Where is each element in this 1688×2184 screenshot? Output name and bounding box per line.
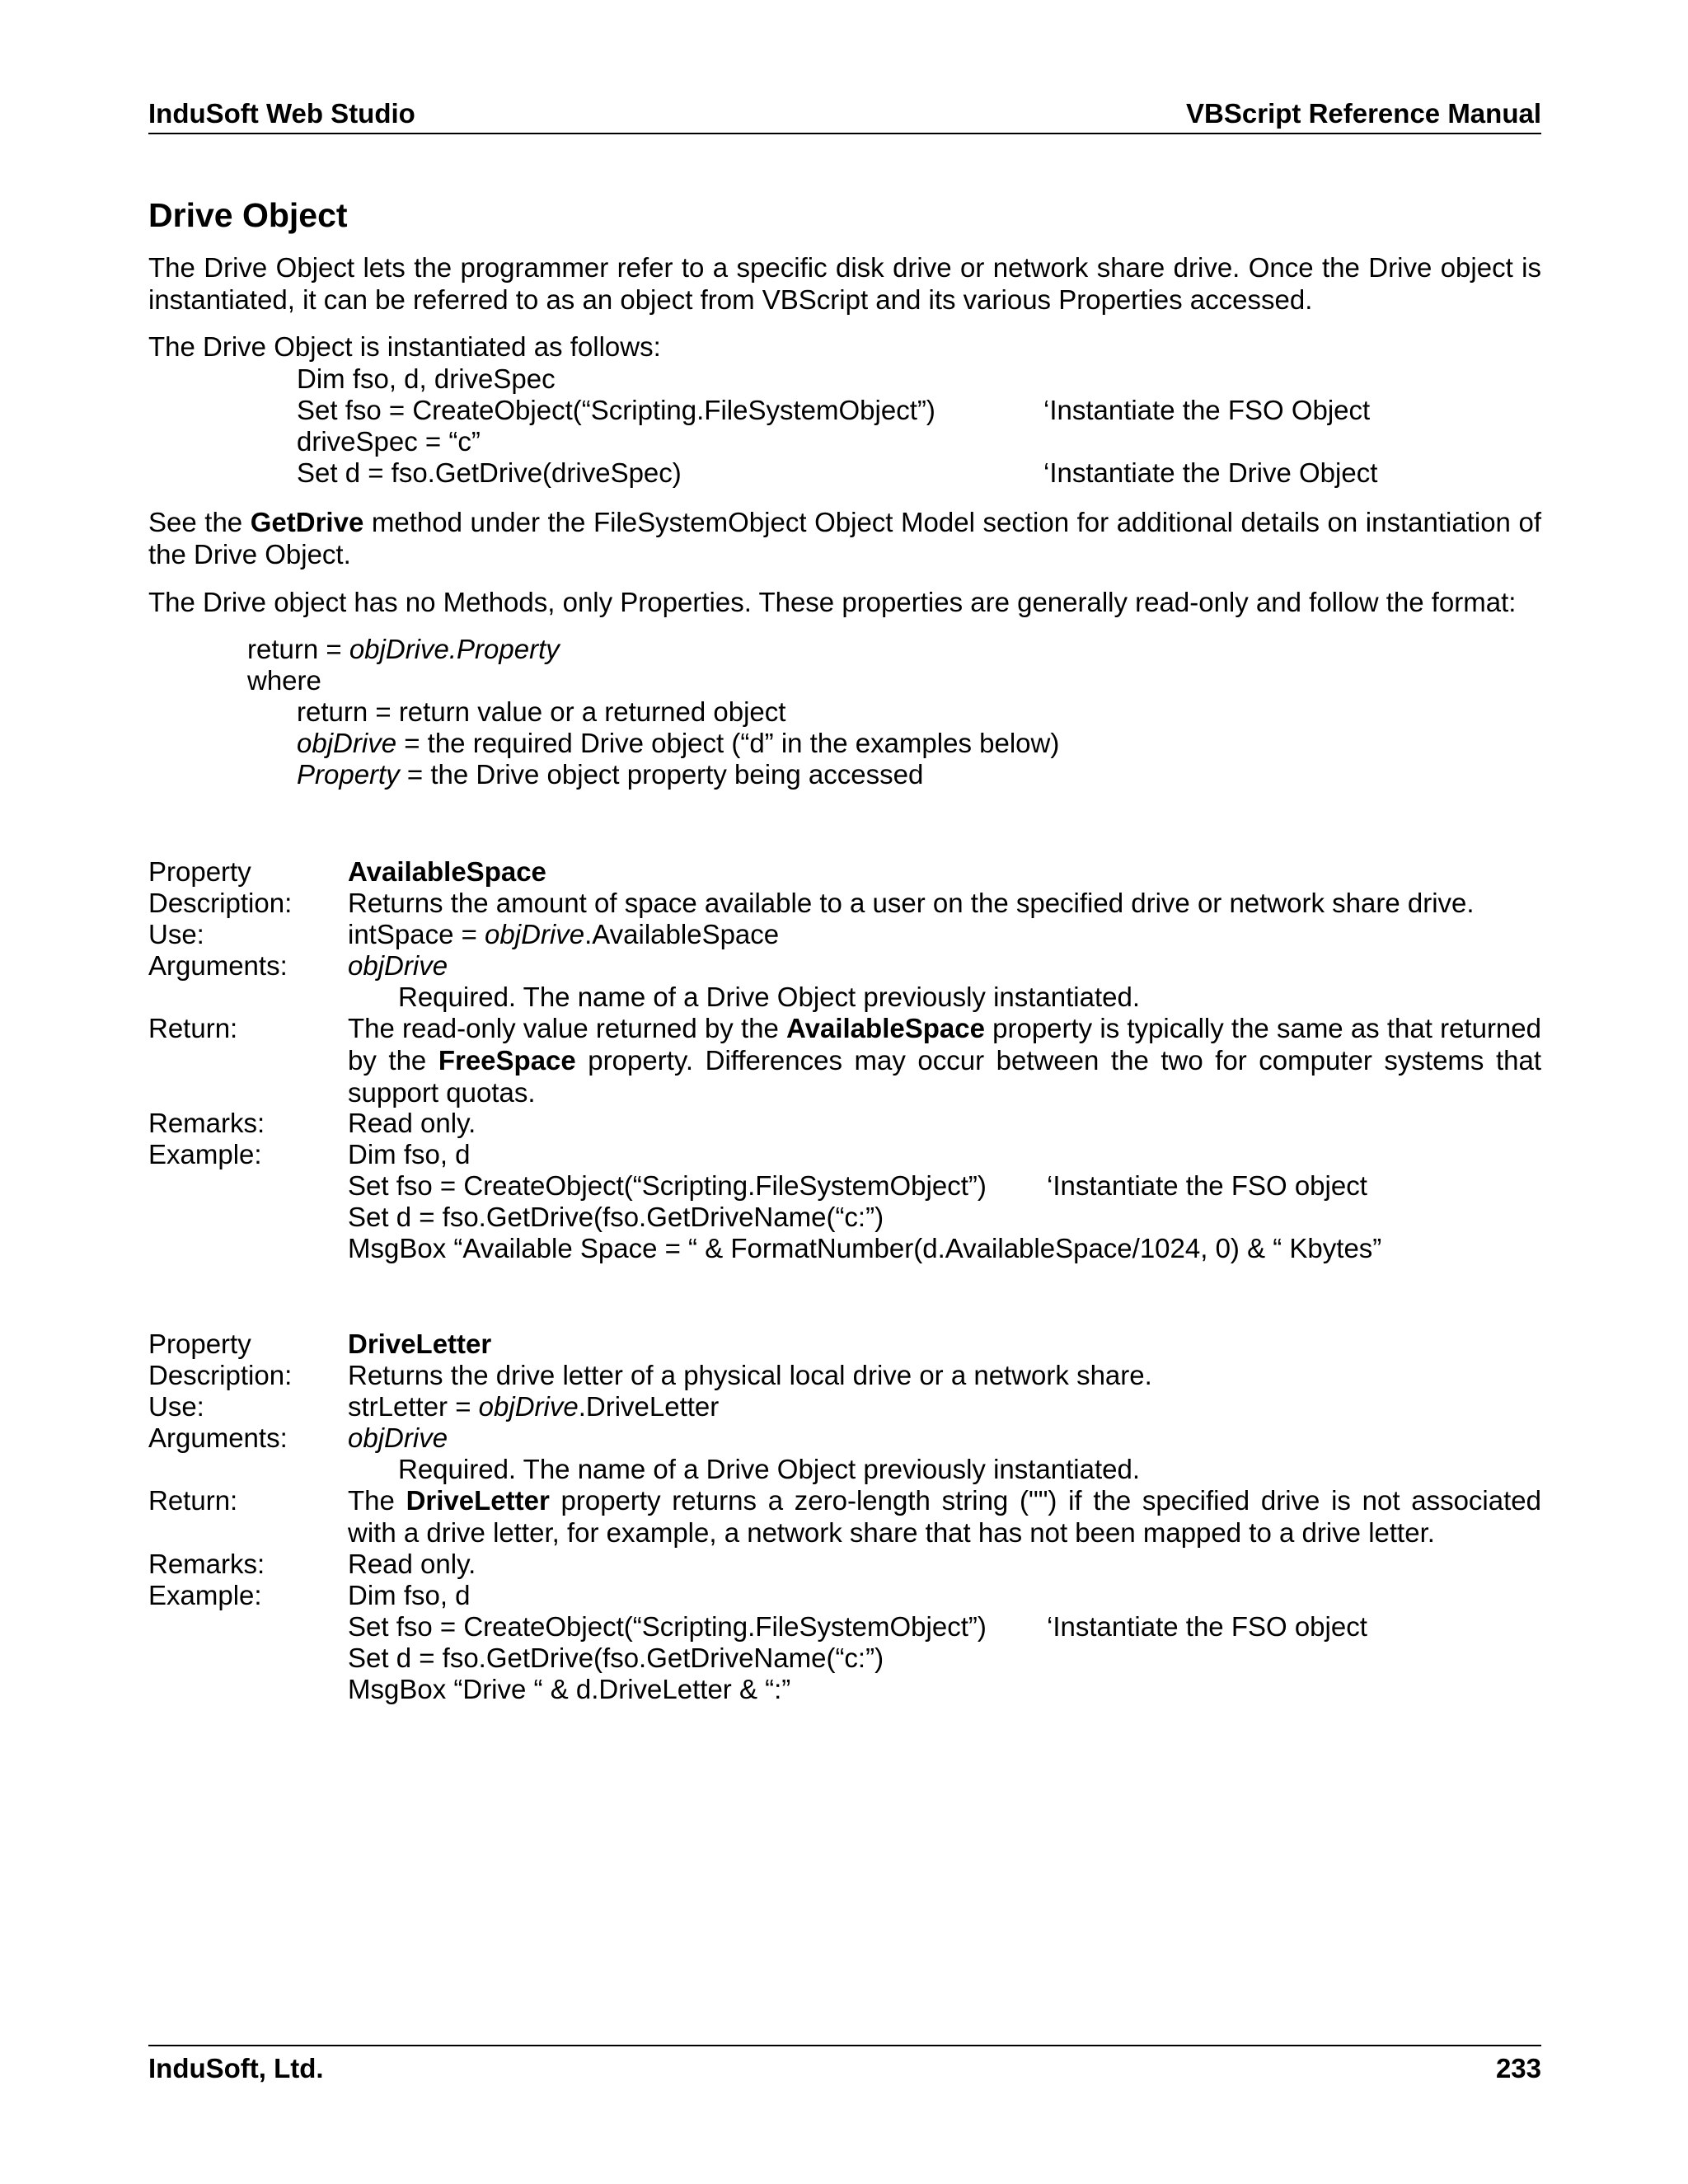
text-run: method under the FileSystemObject Object Model section for additional details on instantiation of the Drive Object. [148,507,1542,569]
text-run-italic: objDrive [485,919,585,949]
text-run: property is typically the same as that returned by the [348,1013,1541,1076]
property-name: AvailableSpace [348,856,546,887]
example-code-line: Dim fso, d [348,1580,471,1610]
page-number: 233 [1495,2053,1541,2083]
example-code-line: MsgBox “Drive “ & d.DriveLetter & “:” [348,1674,791,1704]
label-example: Example: [148,1580,262,1610]
text-run-italic: objDrive [478,1391,579,1422]
property-description: Returns the amount of space available to a user on the specified drive or network share drive. [348,888,1475,918]
text-run: strLetter = [348,1391,479,1422]
property-use [348,1390,719,1422]
text-run: = the required Drive object (“d” in the examples below) [396,728,1060,758]
property-return [348,1012,1541,1108]
text-run-italic: objDrive [297,728,397,758]
intro-paragraph-1: The Drive Object lets the programmer refer to a specific disk drive or network share drive. Once the Drive object is instantiated, it can be referred to as an object from VBScript and its various Properties accessed. [148,252,1541,315]
example-code-line: Set fso = CreateObject(“Scripting.FileSystemObject”) [348,1170,987,1201]
text-run: = the Drive object property being accessed [399,759,924,790]
example-code-line: MsgBox “Available Space = “ & FormatNumber(d.AvailableSpace/1024, 0) & “ Kbytes” [348,1233,1382,1263]
method-name: GetDrive [250,507,364,537]
label-return: Return: [148,1013,238,1043]
code-comment: ‘Instantiate the FSO Object [1043,395,1371,425]
intro-paragraph-2: The Drive Object is instantiated as follows: [148,331,661,362]
intro-paragraph-4: The Drive object has no Methods, only Properties. These properties are generally read-only and follow the format: [148,587,1517,617]
label-arguments: Arguments: [148,1422,288,1453]
label-description: Description: [148,1360,293,1390]
property-remarks: Read only. [348,1549,476,1579]
code-comment: ‘Instantiate the Drive Object [1043,457,1378,488]
text-run-bold: AvailableSpace [786,1013,985,1043]
argument-name: objDrive [348,950,448,981]
text-run-italic: objDrive.Property [349,634,560,664]
label-use: Use: [148,919,204,949]
text-run: .AvailableSpace [584,919,780,949]
code-line: driveSpec = “c” [297,426,481,457]
text-run-bold: FreeSpace [438,1045,576,1076]
code-line: Dim fso, d, driveSpec [297,363,556,394]
header-title: InduSoft Web Studio [148,98,415,129]
argument-description: Required. The name of a Drive Object previously instantiated. [398,982,1141,1012]
argument-name: objDrive [348,1422,448,1453]
code-line: Set d = fso.GetDrive(driveSpec) [297,457,682,488]
property-return [348,1484,1541,1549]
format-def [297,758,923,790]
format-where: where [247,665,321,696]
text-run-bold: DriveLetter [406,1485,550,1516]
text-run: property returns a zero-length string ("") if the specified drive is not associated with a drive letter, for example, a network share that has not been mapped to a drive letter. [348,1485,1541,1548]
text-run: return = [247,634,349,664]
header-rule [148,133,1541,134]
label-example: Example: [148,1139,262,1169]
footer-rule [148,2045,1541,2046]
text-run: The [348,1485,406,1516]
label-use: Use: [148,1391,204,1422]
example-code-comment: ‘Instantiate the FSO object [1047,1611,1367,1642]
text-run-italic: Property [297,759,400,790]
header-manual-name: VBScript Reference Manual [1186,98,1541,129]
label-property: Property [148,856,251,887]
label-arguments: Arguments: [148,950,288,981]
example-code-line: Dim fso, d [348,1139,471,1169]
property-name: DriveLetter [348,1329,492,1359]
text-run: intSpace = [348,919,485,949]
argument-description: Required. The name of a Drive Object previously instantiated. [398,1454,1141,1484]
text-run: property. Differences may occur between the two for computer systems that support quotas. [348,1045,1541,1108]
code-line: Set fso = CreateObject(“Scripting.FileSystemObject”) [297,395,935,425]
label-remarks: Remarks: [148,1108,265,1138]
format-line [247,633,560,665]
property-use [348,918,779,950]
property-remarks: Read only. [348,1108,476,1138]
label-property: Property [148,1329,251,1359]
text-run: .DriveLetter [578,1391,720,1422]
footer-company: InduSoft, Ltd. [148,2053,324,2083]
text-run: The read-only value returned by the [348,1013,787,1043]
label-remarks: Remarks: [148,1549,265,1579]
example-code-line: Set fso = CreateObject(“Scripting.FileSystemObject”) [348,1611,987,1642]
format-def: return = return value or a returned object [297,696,786,727]
format-def [297,727,1059,759]
property-description: Returns the drive letter of a physical local drive or a network share. [348,1360,1152,1390]
label-description: Description: [148,888,293,918]
text-run: See the [148,507,251,537]
label-return: Return: [148,1485,238,1516]
section-title: Drive Object [148,196,348,234]
example-code-comment: ‘Instantiate the FSO object [1047,1170,1367,1201]
example-code-line: Set d = fso.GetDrive(fso.GetDriveName(“c:”) [348,1202,884,1232]
intro-paragraph-3 [148,506,1541,570]
example-code-line: Set d = fso.GetDrive(fso.GetDriveName(“c:”) [348,1643,884,1673]
